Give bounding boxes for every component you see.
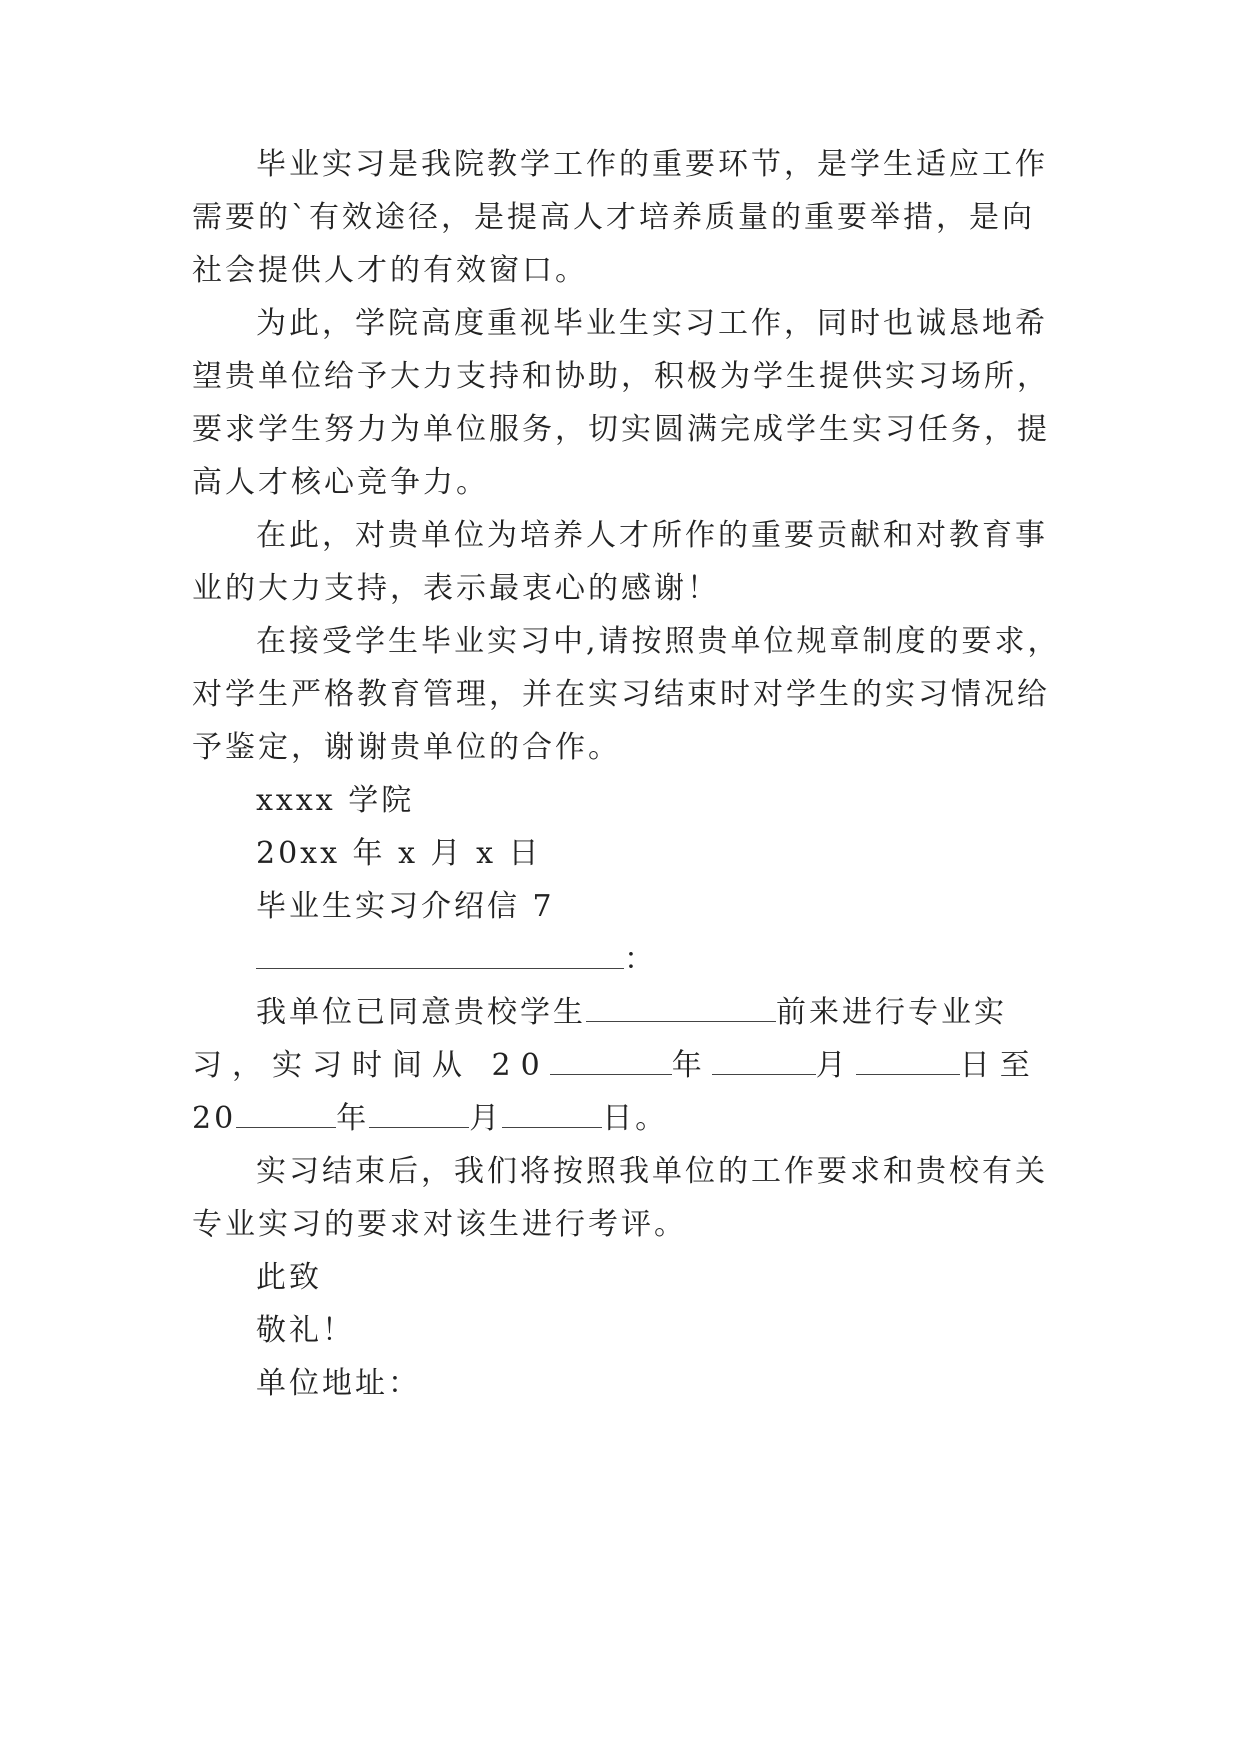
student-name-blank[interactable] xyxy=(586,995,776,1022)
start-year-blank[interactable] xyxy=(550,1048,672,1075)
paragraph-line: 需要的`有效途径，是提高人才培养质量的重要举措，是向 xyxy=(192,200,1035,235)
year-label: 年 xyxy=(671,1048,712,1083)
day-to-label: 日至 xyxy=(959,1048,1040,1083)
start-day-blank[interactable] xyxy=(856,1048,960,1075)
end-month-blank[interactable] xyxy=(369,1101,469,1128)
paragraph-line: 要求学生努力为单位服务，切实圆满完成学生实习任务，提 xyxy=(192,412,1050,447)
address-label: 单位地址： xyxy=(256,1366,421,1401)
year-label: 年 xyxy=(336,1101,370,1136)
month-label: 月 xyxy=(469,1101,503,1136)
body-line xyxy=(256,993,1007,1033)
body-text: 习，实习时间从 20 xyxy=(192,1048,550,1083)
paragraph-line: 业的大力支持，表示最衷心的感谢！ xyxy=(192,571,720,606)
date-line: 20xx 年 x 月 x 日 xyxy=(256,836,542,871)
salutation-colon: ： xyxy=(624,942,657,977)
closing-line: 此致 xyxy=(256,1260,322,1295)
paragraph-line: 在接受学生毕业实习中,请按照贵单位规章制度的要求， xyxy=(256,624,1061,659)
body-text: 20 xyxy=(192,1101,237,1136)
paragraph-line: 为此，学院高度重视毕业生实习工作，同时也诚恳地希 xyxy=(256,306,1048,341)
paragraph-line: 毕业实习是我院教学工作的重要环节，是学生适应工作 xyxy=(256,147,1048,182)
recipient-blank[interactable] xyxy=(256,942,624,969)
closing-line: 敬礼！ xyxy=(256,1313,355,1348)
body-text: 我单位已同意贵校学生 xyxy=(256,995,586,1030)
letter-title: 毕业生实习介绍信 7 xyxy=(256,889,555,924)
month-label: 月 xyxy=(815,1048,856,1083)
start-month-blank[interactable] xyxy=(712,1048,816,1075)
paragraph-line: 在此，对贵单位为培养人才所作的重要贡献和对教育事 xyxy=(256,518,1048,553)
paragraph-line: 对学生严格教育管理，并在实习结束时对学生的实习情况给 xyxy=(192,677,1050,712)
paragraph-line: 实习结束后，我们将按照我单位的工作要求和贵校有关 xyxy=(256,1154,1048,1189)
body-line xyxy=(192,1099,668,1139)
end-day-blank[interactable] xyxy=(502,1101,602,1128)
paragraph-line: 予鉴定，谢谢贵单位的合作。 xyxy=(192,730,621,765)
end-year-blank[interactable] xyxy=(236,1101,336,1128)
salutation-line xyxy=(256,940,657,980)
paragraph-line: 高人才核心竞争力。 xyxy=(192,465,489,500)
day-end-label: 日。 xyxy=(602,1101,669,1136)
paragraph-line: 专业实习的要求对该生进行考评。 xyxy=(192,1207,687,1242)
paragraph-line: 望贵单位给予大力支持和协助，积极为学生提供实习场所， xyxy=(192,359,1050,394)
body-line xyxy=(192,1046,1040,1086)
paragraph-line: 社会提供人才的有效窗口。 xyxy=(192,253,588,288)
body-text: 前来进行专业实 xyxy=(776,995,1007,1030)
signature-line: xxxx 学院 xyxy=(256,783,415,818)
